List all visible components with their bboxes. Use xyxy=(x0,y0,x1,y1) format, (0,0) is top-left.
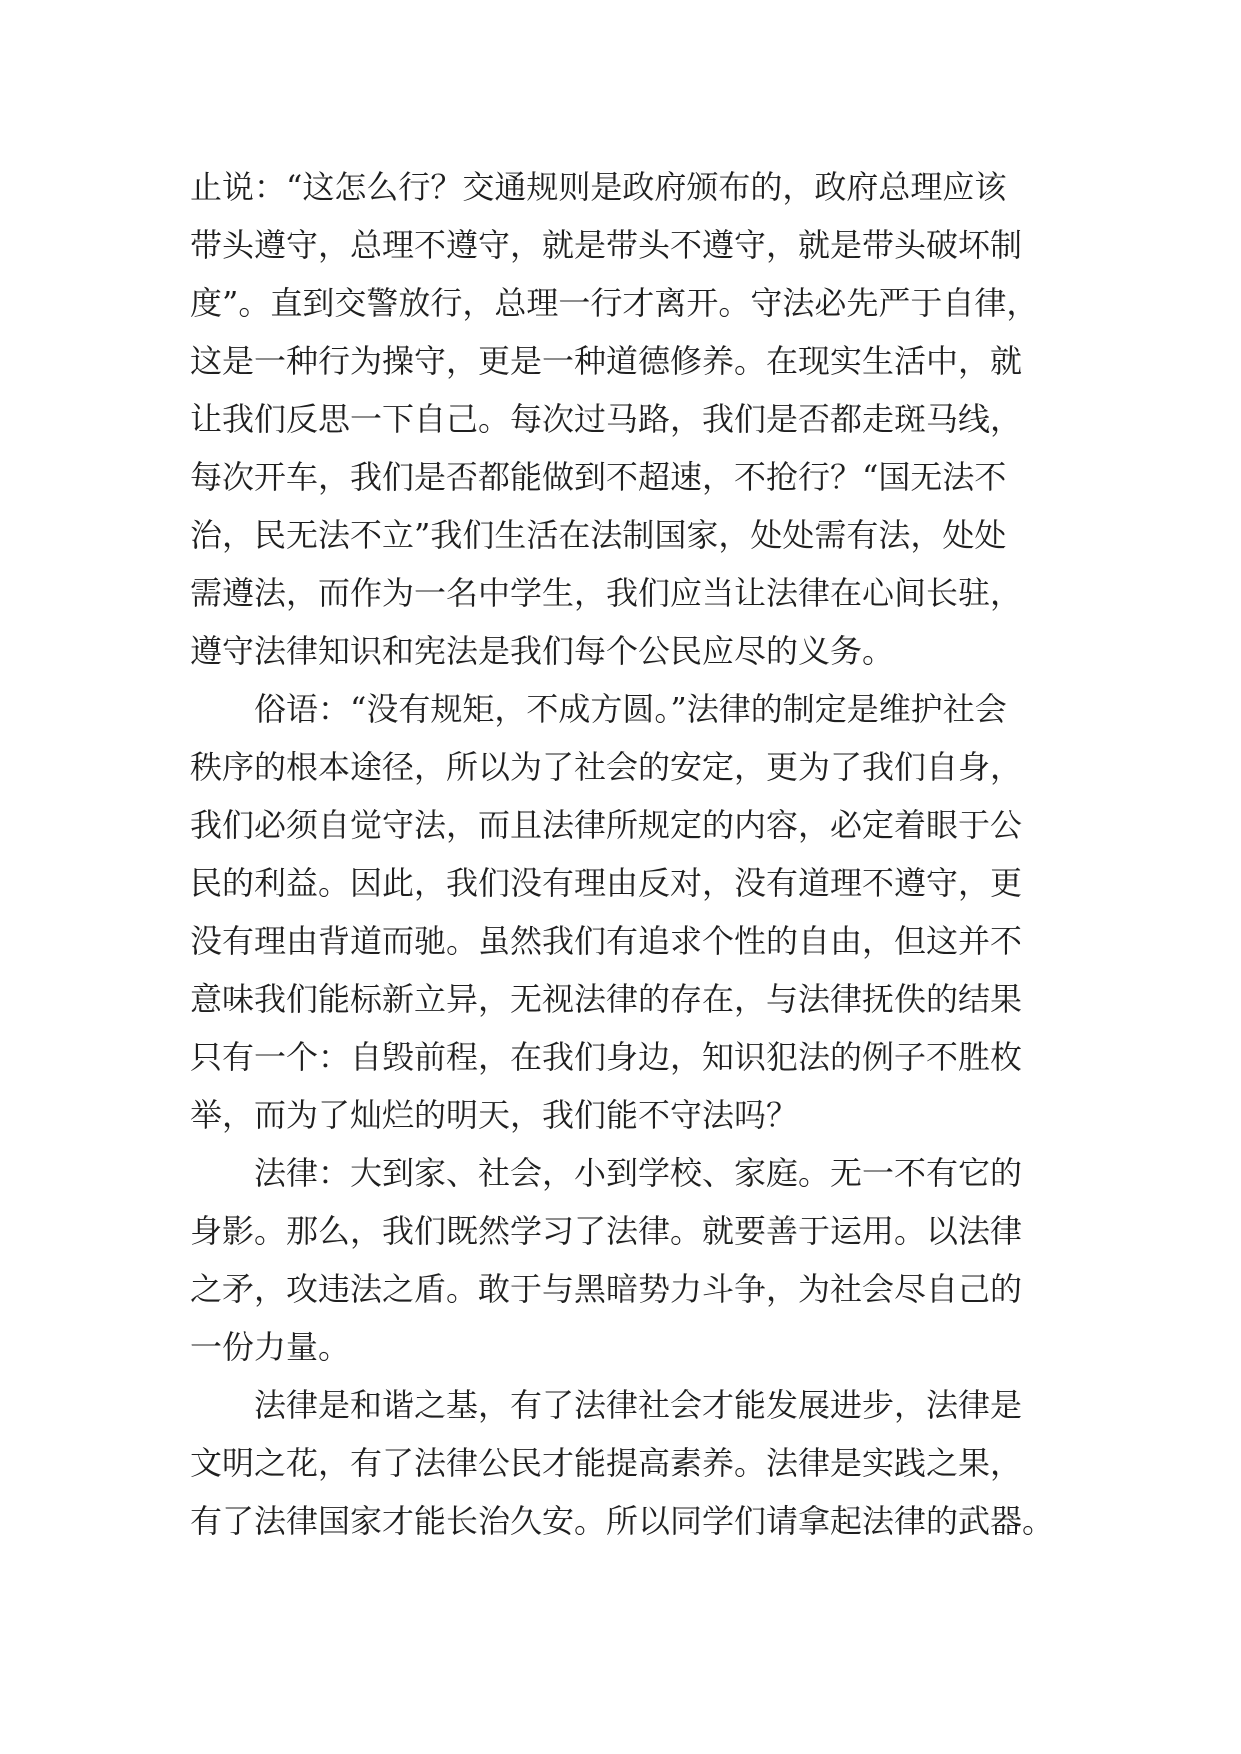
text-line: 意味我们能标新立异，无视法律的存在，与法律抚佚的结果 xyxy=(190,980,1023,1018)
text-line: 让我们反思一下自己。每次过马路，我们是否都走斑马线， xyxy=(190,400,1023,438)
paragraph-2 xyxy=(190,680,1052,1144)
text-line: 俗语：“没有规矩，不成方圆。”法律的制定是维护社会 xyxy=(254,690,1007,728)
text-line: 每次开车，我们是否都能做到不超速，不抢行？“国无法不 xyxy=(190,458,1007,496)
text-line: 文明之花，有了法律公民才能提高素养。法律是实践之果， xyxy=(190,1444,1023,1482)
paragraph-1 xyxy=(190,158,1052,680)
paragraph-4 xyxy=(190,1376,1055,1550)
text-line: 只有一个：自毁前程，在我们身边，知识犯法的例子不胜枚 xyxy=(190,1038,1023,1076)
text-line: 我们必须自觉守法，而且法律所规定的内容，必定着眼于公 xyxy=(190,806,1023,844)
text-line: 身影。那么，我们既然学习了法律。就要善于运用。以法律 xyxy=(190,1212,1023,1250)
text-line: 带头遵守，总理不遵守，就是带头不遵守，就是带头破坏制 xyxy=(190,226,1023,264)
text-line: 之矛，攻违法之盾。敢于与黑暗势力斗争，为社会尽自己的 xyxy=(190,1270,1023,1308)
paragraph-3 xyxy=(190,1144,1052,1376)
text-line: 一份力量。 xyxy=(190,1328,351,1366)
text-line: 没有理由背道而驰。虽然我们有追求个性的自由，但这并不 xyxy=(190,922,1023,960)
text-line: 遵守法律知识和宪法是我们每个公民应尽的义务。 xyxy=(190,632,895,670)
text-line: 需遵法，而作为一名中学生，我们应当让法律在心间长驻， xyxy=(190,574,1023,612)
text-line: 有了法律国家才能长治久安。所以同学们请拿起法律的武器。 xyxy=(190,1502,1055,1540)
text-line: 举，而为了灿烂的明天，我们能不守法吗？ xyxy=(190,1096,799,1134)
text-line: 法律：大到家、社会，小到学校、家庭。无一不有它的 xyxy=(254,1154,1023,1192)
text-line: 法律是和谐之基，有了法律社会才能发展进步，法律是 xyxy=(254,1386,1023,1424)
text-line: 止说：“这怎么行？交通规则是政府颁布的，政府总理应该 xyxy=(190,168,1007,206)
text-line: 秩序的根本途径，所以为了社会的安定，更为了我们自身， xyxy=(190,748,1023,786)
document-body xyxy=(190,158,1055,1550)
text-line: 这是一种行为操守，更是一种道德修养。在现实生活中，就 xyxy=(190,342,1023,380)
text-line: 民的利益。因此，我们没有理由反对，没有道理不遵守，更 xyxy=(190,864,1023,902)
text-line: 治，民无法不立”我们生活在法制国家，处处需有法，处处 xyxy=(190,516,1007,554)
text-line: 度”。直到交警放行，总理一行才离开。守法必先严于自律， xyxy=(190,284,1039,322)
